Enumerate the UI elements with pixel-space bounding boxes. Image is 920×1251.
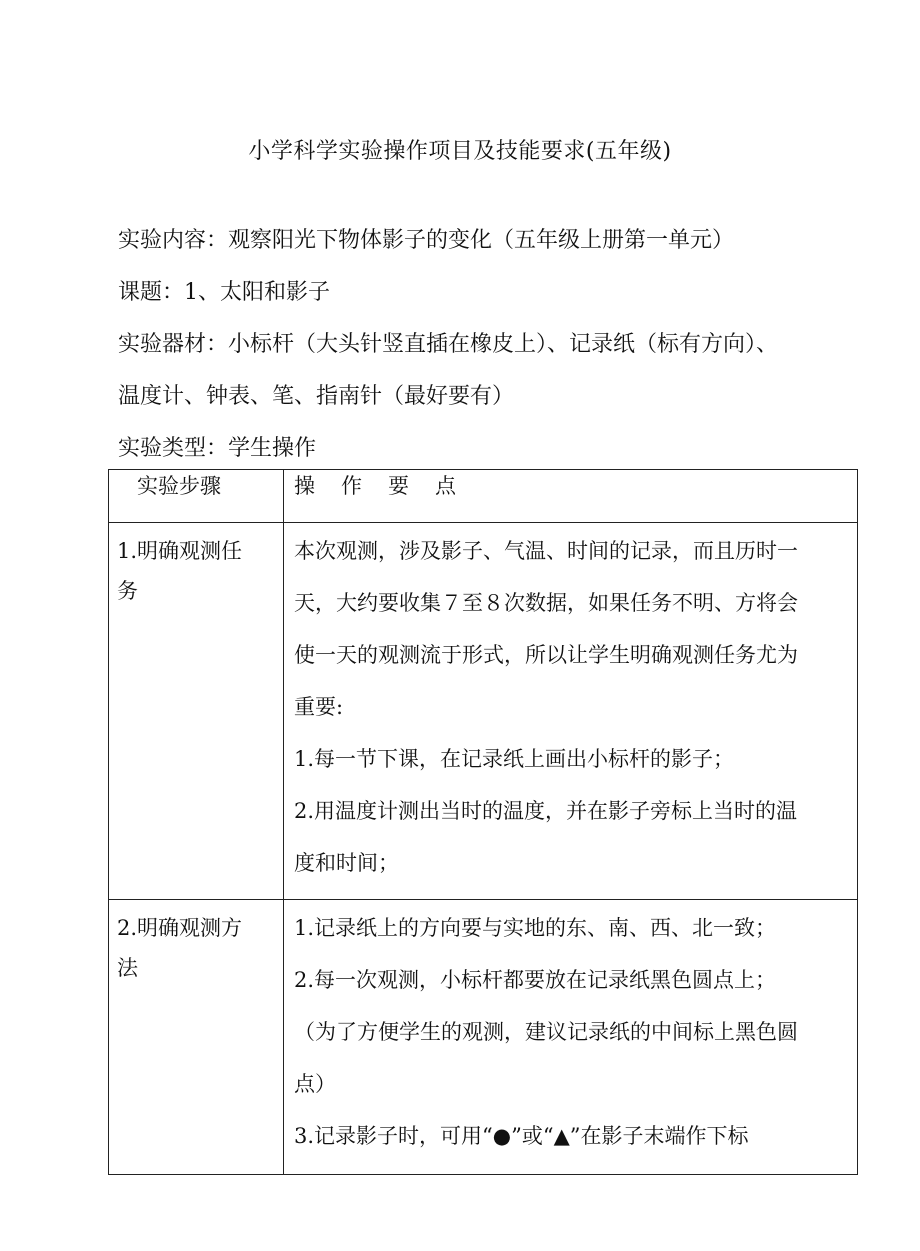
point-text-line: 本次观测，涉及影子、气温、时间的记录，而且历时一 <box>294 539 798 563</box>
experiment-equipment-line-2: 温度计、钟表、笔、指南针（最好要有） <box>118 384 515 409</box>
point-text-line: 1.每一节下课，在记录纸上画出小标杆的影子； <box>294 747 735 771</box>
point-text-line: 度和时间； <box>294 851 399 875</box>
step-cell <box>109 900 284 1175</box>
points-cell <box>284 900 858 1175</box>
step-cell <box>109 523 284 900</box>
table-header-row <box>109 470 858 523</box>
point-text-line: 1.记录纸上的方向要与实地的东、南、西、北一致； <box>294 916 777 940</box>
point-text-line: 使一天的观测流于形式，所以让学生明确观测任务尤为 <box>294 643 798 667</box>
experiment-equipment-line-1: 实验器材：小标杆（大头针竖直插在橡皮上）、记录纸（标有方向）、 <box>118 332 779 357</box>
step-text-line: 1.明确观测任 <box>117 539 243 563</box>
point-text-line: （为了方便学生的观测，建议记录纸的中间标上黑色圆 <box>294 1020 798 1044</box>
table-row <box>109 900 858 1175</box>
point-text-line: 2.用温度计测出当时的温度，并在影子旁标上当时的温 <box>294 799 798 823</box>
point-text-line: 天，大约要收集７至８次数据，如果任务不明、方将会 <box>294 591 798 615</box>
point-text-line: 重要: <box>294 695 344 719</box>
header-points: 操作要点 <box>284 470 858 523</box>
point-text-line: 点） <box>294 1072 336 1096</box>
step-text-line: 法 <box>117 956 138 980</box>
experiment-content: 实验内容：观察阳光下物体影子的变化（五年级上册第一单元） <box>118 228 735 253</box>
point-text-line: 3.记录影子时，可用“●”或“▲”在影子末端作下标 <box>294 1124 749 1148</box>
page-title: 小学科学实验操作项目及技能要求(五年级) <box>248 139 672 164</box>
points-cell <box>284 523 858 900</box>
table-row <box>109 523 858 900</box>
step-text-line: 务 <box>117 579 138 603</box>
header-step: 实验步骤 <box>109 470 284 523</box>
experiment-topic: 课题：1、太阳和影子 <box>118 280 330 305</box>
experiment-type: 实验类型：学生操作 <box>118 436 317 461</box>
steps-table <box>108 469 858 1175</box>
step-text-line: 2.明确观测方 <box>117 916 243 940</box>
point-text-line: 2.每一次观测，小标杆都要放在记录纸黑色圆点上； <box>294 968 777 992</box>
